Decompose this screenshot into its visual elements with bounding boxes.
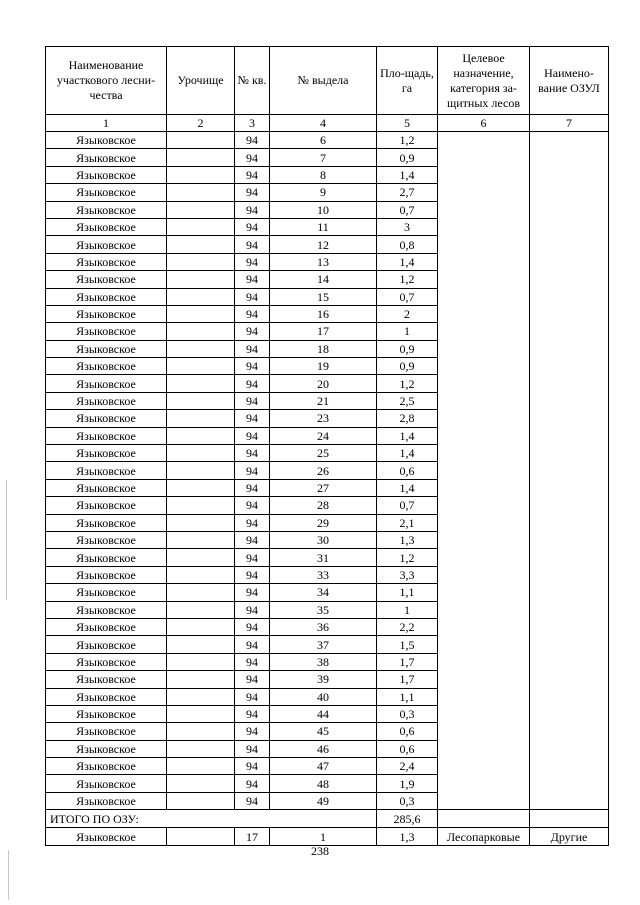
cell-forestry: Языковское bbox=[46, 758, 167, 775]
cell-tract bbox=[167, 149, 235, 166]
cell-plot: 16 bbox=[270, 305, 377, 322]
header-forestry: Наименование участкового лесни-чества bbox=[46, 47, 167, 115]
cell-forestry: Языковское bbox=[46, 618, 167, 635]
cell-forestry: Языковское bbox=[46, 828, 167, 846]
cell-ozul: Другие bbox=[530, 828, 609, 846]
page-number: 238 bbox=[311, 844, 329, 858]
cell-forestry: Языковское bbox=[46, 184, 167, 201]
cell-area: 0,9 bbox=[377, 358, 438, 375]
cell-quarter: 94 bbox=[235, 531, 270, 548]
cell-plot: 21 bbox=[270, 392, 377, 409]
cell-area: 0,3 bbox=[377, 792, 438, 809]
cell-plot: 35 bbox=[270, 601, 377, 618]
cell-quarter: 94 bbox=[235, 740, 270, 757]
cell-forestry: Языковское bbox=[46, 601, 167, 618]
cell-forestry: Языковское bbox=[46, 132, 167, 149]
cell-quarter: 94 bbox=[235, 166, 270, 183]
forest-plots-table bbox=[45, 46, 609, 846]
cell-tract bbox=[167, 653, 235, 670]
cell-plot: 12 bbox=[270, 236, 377, 253]
cell-plot: 31 bbox=[270, 549, 377, 566]
table-row bbox=[46, 132, 609, 149]
cell-forestry: Языковское bbox=[46, 166, 167, 183]
cell-quarter: 94 bbox=[235, 549, 270, 566]
cell-quarter: 94 bbox=[235, 149, 270, 166]
cell-forestry: Языковское bbox=[46, 566, 167, 583]
cell-quarter: 94 bbox=[235, 375, 270, 392]
cell-plot: 33 bbox=[270, 566, 377, 583]
cell-plot: 24 bbox=[270, 427, 377, 444]
header-purpose: Целевое назначение, категория за-щитных лесов bbox=[438, 47, 530, 115]
cell-area: 1,9 bbox=[377, 775, 438, 792]
cell-tract bbox=[167, 253, 235, 270]
cell-tract bbox=[167, 427, 235, 444]
cell-quarter: 94 bbox=[235, 775, 270, 792]
cell-quarter: 94 bbox=[235, 462, 270, 479]
header-tract: Урочище bbox=[167, 47, 235, 115]
total-ozul bbox=[530, 810, 609, 828]
cell-area: 2,1 bbox=[377, 514, 438, 531]
cell-plot: 37 bbox=[270, 636, 377, 653]
cell-plot: 17 bbox=[270, 323, 377, 340]
cell-plot: 38 bbox=[270, 653, 377, 670]
cell-quarter: 94 bbox=[235, 201, 270, 218]
cell-forestry: Языковское bbox=[46, 218, 167, 235]
cell-quarter: 94 bbox=[235, 253, 270, 270]
table-header-row bbox=[46, 47, 609, 115]
cell-forestry: Языковское bbox=[46, 514, 167, 531]
cell-tract bbox=[167, 723, 235, 740]
cell-area: 0,7 bbox=[377, 497, 438, 514]
cell-tract bbox=[167, 358, 235, 375]
cell-area: 0,7 bbox=[377, 288, 438, 305]
cell-forestry: Языковское bbox=[46, 688, 167, 705]
cell-area: 1,7 bbox=[377, 671, 438, 688]
cell-forestry: Языковское bbox=[46, 531, 167, 548]
cell-plot: 34 bbox=[270, 584, 377, 601]
cell-area: 0,3 bbox=[377, 705, 438, 722]
cell-quarter: 94 bbox=[235, 601, 270, 618]
cell-quarter: 94 bbox=[235, 305, 270, 322]
cell-forestry: Языковское bbox=[46, 740, 167, 757]
cell-forestry: Языковское bbox=[46, 410, 167, 427]
cell-plot: 36 bbox=[270, 618, 377, 635]
cell-quarter: 94 bbox=[235, 636, 270, 653]
cell-area: 1,3 bbox=[377, 531, 438, 548]
cell-area: 0,6 bbox=[377, 462, 438, 479]
cell-plot: 44 bbox=[270, 705, 377, 722]
cell-quarter: 94 bbox=[235, 688, 270, 705]
cell-plot: 26 bbox=[270, 462, 377, 479]
cell-plot: 49 bbox=[270, 792, 377, 809]
cell-forestry: Языковское bbox=[46, 305, 167, 322]
cell-area: 1,4 bbox=[377, 427, 438, 444]
cell-plot: 29 bbox=[270, 514, 377, 531]
column-number: 4 bbox=[270, 115, 377, 132]
cell-tract bbox=[167, 671, 235, 688]
cell-forestry: Языковское bbox=[46, 392, 167, 409]
cell-forestry: Языковское bbox=[46, 427, 167, 444]
cell-plot: 30 bbox=[270, 531, 377, 548]
cell-tract bbox=[167, 305, 235, 322]
cell-tract bbox=[167, 497, 235, 514]
cell-area: 1,1 bbox=[377, 688, 438, 705]
cell-forestry: Языковское bbox=[46, 705, 167, 722]
cell-forestry: Языковское bbox=[46, 549, 167, 566]
cell-area: 3 bbox=[377, 218, 438, 235]
cell-quarter: 94 bbox=[235, 218, 270, 235]
cell-plot: 7 bbox=[270, 149, 377, 166]
cell-plot: 10 bbox=[270, 201, 377, 218]
cell-tract bbox=[167, 514, 235, 531]
cell-forestry: Языковское bbox=[46, 271, 167, 288]
cell-area: 0,6 bbox=[377, 723, 438, 740]
cell-area: 2 bbox=[377, 305, 438, 322]
cell-plot: 11 bbox=[270, 218, 377, 235]
column-number: 7 bbox=[530, 115, 609, 132]
cell-forestry: Языковское bbox=[46, 288, 167, 305]
cell-tract bbox=[167, 618, 235, 635]
table-body bbox=[46, 132, 609, 846]
cell-forestry: Языковское bbox=[46, 358, 167, 375]
column-number: 1 bbox=[46, 115, 167, 132]
cell-quarter: 94 bbox=[235, 236, 270, 253]
cell-area: 0,7 bbox=[377, 201, 438, 218]
cell-tract bbox=[167, 410, 235, 427]
cell-quarter: 94 bbox=[235, 497, 270, 514]
cell-tract bbox=[167, 740, 235, 757]
cell-quarter: 94 bbox=[235, 323, 270, 340]
cell-area: 0,9 bbox=[377, 149, 438, 166]
cell-plot: 46 bbox=[270, 740, 377, 757]
cell-area: 1,5 bbox=[377, 636, 438, 653]
cell-area: 3,3 bbox=[377, 566, 438, 583]
cell-tract bbox=[167, 271, 235, 288]
cell-area: 2,2 bbox=[377, 618, 438, 635]
column-number: 3 bbox=[235, 115, 270, 132]
cell-quarter: 94 bbox=[235, 271, 270, 288]
cell-forestry: Языковское bbox=[46, 497, 167, 514]
cell-forestry: Языковское bbox=[46, 149, 167, 166]
total-label: ИТОГО ПО ОЗУ: bbox=[46, 810, 377, 828]
cell-tract bbox=[167, 184, 235, 201]
cell-quarter: 94 bbox=[235, 427, 270, 444]
cell-plot: 20 bbox=[270, 375, 377, 392]
cell-plot: 48 bbox=[270, 775, 377, 792]
cell-area: 1,2 bbox=[377, 271, 438, 288]
cell-forestry: Языковское bbox=[46, 323, 167, 340]
cell-tract bbox=[167, 132, 235, 149]
cell-plot: 9 bbox=[270, 184, 377, 201]
cell-forestry: Языковское bbox=[46, 671, 167, 688]
cell-plot: 19 bbox=[270, 358, 377, 375]
cell-quarter: 94 bbox=[235, 479, 270, 496]
column-number: 5 bbox=[377, 115, 438, 132]
cell-tract bbox=[167, 236, 235, 253]
cell-tract bbox=[167, 479, 235, 496]
cell-tract bbox=[167, 566, 235, 583]
cell-quarter: 94 bbox=[235, 584, 270, 601]
cell-plot: 18 bbox=[270, 340, 377, 357]
cell-quarter: 94 bbox=[235, 392, 270, 409]
cell-area: 1,2 bbox=[377, 375, 438, 392]
cell-forestry: Языковское bbox=[46, 462, 167, 479]
cell-forestry: Языковское bbox=[46, 201, 167, 218]
cell-quarter: 94 bbox=[235, 132, 270, 149]
cell-plot: 40 bbox=[270, 688, 377, 705]
cell-tract bbox=[167, 601, 235, 618]
cell-tract bbox=[167, 218, 235, 235]
cell-plot: 1 bbox=[270, 828, 377, 846]
cell-quarter: 94 bbox=[235, 288, 270, 305]
cell-purpose: Лесопарковые bbox=[438, 828, 530, 846]
cell-tract bbox=[167, 775, 235, 792]
column-number: 6 bbox=[438, 115, 530, 132]
cell-forestry: Языковское bbox=[46, 584, 167, 601]
cell-plot: 15 bbox=[270, 288, 377, 305]
cell-quarter: 94 bbox=[235, 671, 270, 688]
cell-area: 0,6 bbox=[377, 740, 438, 757]
header-quarter: № кв. bbox=[235, 47, 270, 115]
cell-quarter: 94 bbox=[235, 653, 270, 670]
cell-forestry: Языковское bbox=[46, 479, 167, 496]
cell-area: 1,4 bbox=[377, 253, 438, 270]
cell-tract bbox=[167, 705, 235, 722]
cell-area: 2,5 bbox=[377, 392, 438, 409]
cell-plot: 8 bbox=[270, 166, 377, 183]
cell-ozul-merged bbox=[530, 132, 609, 810]
cell-area: 1,7 bbox=[377, 653, 438, 670]
cell-area: 1,4 bbox=[377, 166, 438, 183]
cell-forestry: Языковское bbox=[46, 253, 167, 270]
cell-area: 1,4 bbox=[377, 445, 438, 462]
cell-area: 2,4 bbox=[377, 758, 438, 775]
scan-edge-line-left bbox=[6, 480, 7, 600]
cell-quarter: 94 bbox=[235, 410, 270, 427]
cell-area: 2,8 bbox=[377, 410, 438, 427]
cell-tract bbox=[167, 375, 235, 392]
cell-area: 1 bbox=[377, 323, 438, 340]
cell-forestry: Языковское bbox=[46, 445, 167, 462]
cell-area: 1,3 bbox=[377, 828, 438, 846]
cell-tract bbox=[167, 758, 235, 775]
cell-forestry: Языковское bbox=[46, 636, 167, 653]
cell-plot: 28 bbox=[270, 497, 377, 514]
header-area: Пло-щадь, га bbox=[377, 47, 438, 115]
cell-tract bbox=[167, 392, 235, 409]
cell-plot: 45 bbox=[270, 723, 377, 740]
cell-tract bbox=[167, 201, 235, 218]
cell-quarter: 17 bbox=[235, 828, 270, 846]
header-ozul: Наимено-вание ОЗУЛ bbox=[530, 47, 609, 115]
cell-tract bbox=[167, 340, 235, 357]
cell-area: 1,1 bbox=[377, 584, 438, 601]
cell-plot: 47 bbox=[270, 758, 377, 775]
header-plot: № выдела bbox=[270, 47, 377, 115]
cell-area: 1,2 bbox=[377, 132, 438, 149]
column-number-row bbox=[46, 115, 609, 132]
cell-area: 2,7 bbox=[377, 184, 438, 201]
total-row bbox=[46, 810, 609, 828]
cell-area: 1,4 bbox=[377, 479, 438, 496]
cell-plot: 13 bbox=[270, 253, 377, 270]
cell-tract bbox=[167, 636, 235, 653]
cell-forestry: Языковское bbox=[46, 775, 167, 792]
cell-tract bbox=[167, 792, 235, 809]
cell-quarter: 94 bbox=[235, 445, 270, 462]
cell-tract bbox=[167, 288, 235, 305]
total-purpose bbox=[438, 810, 530, 828]
cell-tract bbox=[167, 549, 235, 566]
cell-quarter: 94 bbox=[235, 792, 270, 809]
cell-quarter: 94 bbox=[235, 184, 270, 201]
cell-forestry: Языковское bbox=[46, 236, 167, 253]
cell-quarter: 94 bbox=[235, 340, 270, 357]
cell-forestry: Языковское bbox=[46, 723, 167, 740]
cell-quarter: 94 bbox=[235, 758, 270, 775]
cell-plot: 6 bbox=[270, 132, 377, 149]
total-area: 285,6 bbox=[377, 810, 438, 828]
cell-plot: 23 bbox=[270, 410, 377, 427]
cell-forestry: Языковское bbox=[46, 653, 167, 670]
cell-quarter: 94 bbox=[235, 618, 270, 635]
cell-plot: 25 bbox=[270, 445, 377, 462]
cell-tract bbox=[167, 462, 235, 479]
cell-plot: 14 bbox=[270, 271, 377, 288]
cell-tract bbox=[167, 166, 235, 183]
cell-tract bbox=[167, 531, 235, 548]
cell-quarter: 94 bbox=[235, 723, 270, 740]
cell-forestry: Языковское bbox=[46, 792, 167, 809]
cell-area: 1,2 bbox=[377, 549, 438, 566]
cell-area: 1 bbox=[377, 601, 438, 618]
cell-plot: 27 bbox=[270, 479, 377, 496]
cell-tract bbox=[167, 584, 235, 601]
cell-quarter: 94 bbox=[235, 566, 270, 583]
cell-area: 0,9 bbox=[377, 340, 438, 357]
cell-quarter: 94 bbox=[235, 358, 270, 375]
cell-purpose-merged bbox=[438, 132, 530, 810]
cell-plot: 39 bbox=[270, 671, 377, 688]
cell-tract bbox=[167, 323, 235, 340]
cell-forestry: Языковское bbox=[46, 375, 167, 392]
cell-tract bbox=[167, 445, 235, 462]
cell-forestry: Языковское bbox=[46, 340, 167, 357]
cell-tract bbox=[167, 688, 235, 705]
column-number: 2 bbox=[167, 115, 235, 132]
cell-area: 0,8 bbox=[377, 236, 438, 253]
cell-quarter: 94 bbox=[235, 514, 270, 531]
cell-quarter: 94 bbox=[235, 705, 270, 722]
